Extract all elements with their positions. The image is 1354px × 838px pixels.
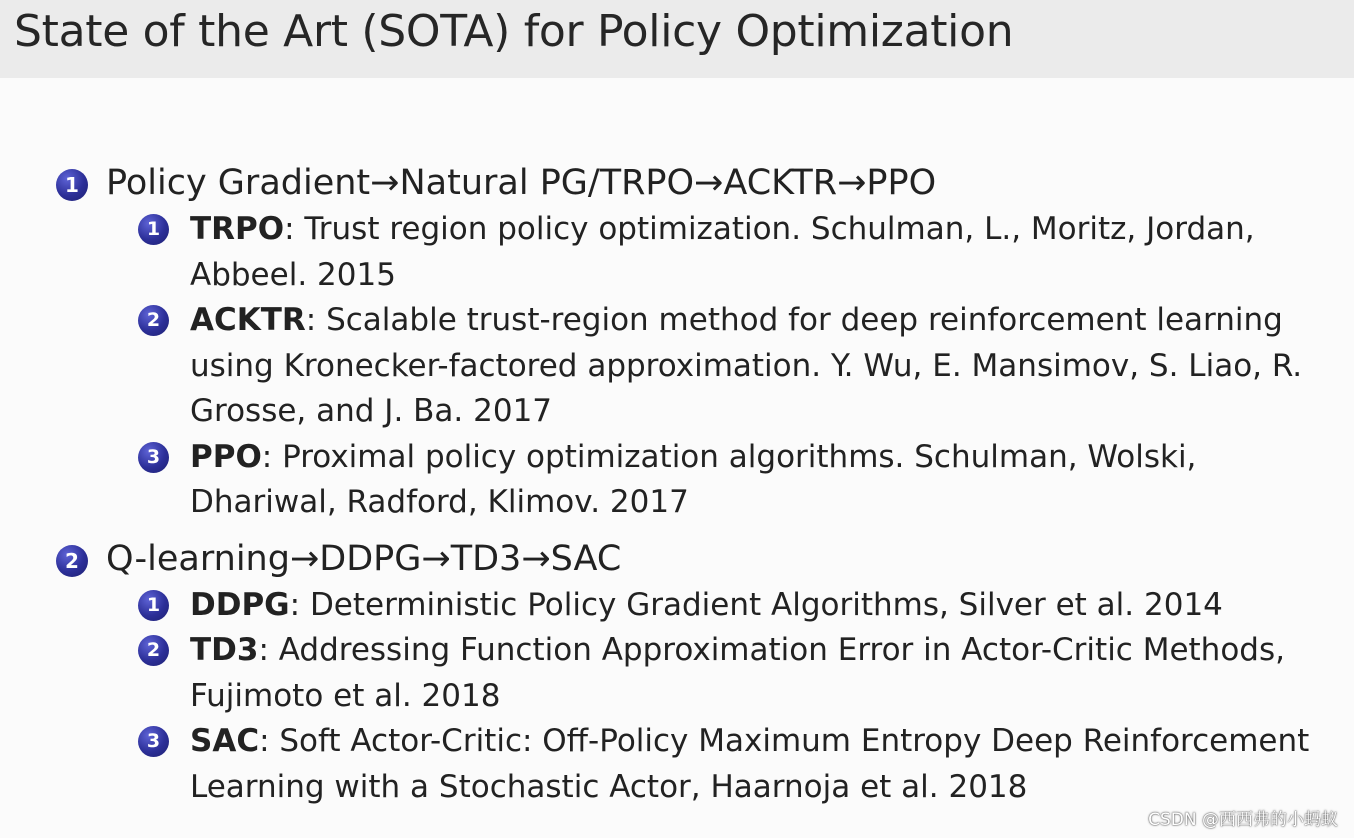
slide-content [0, 160, 1354, 810]
list-item-q-learning [0, 536, 1354, 811]
list-item-heading [0, 160, 1354, 206]
reference-text: : Proximal policy optimization algorithms. Schulman, Wolski, Dhariwal, Radford, Klimov. 2017 [190, 438, 1197, 520]
sublist-item-acktr [0, 298, 1354, 435]
slide-title: State of the Art (SOTA) for Policy Optimization [14, 6, 1014, 57]
number-badge-icon: 2 [138, 635, 169, 666]
number-badge-icon: 3 [138, 726, 169, 757]
sublist [0, 583, 1354, 811]
sublist-item-ppo [0, 435, 1354, 526]
reference-text: : Soft Actor-Critic: Off-Policy Maximum Entropy Deep Reinforcement Learning with a Stochastic Actor, Haarnoja et al. 2018 [190, 723, 1310, 805]
number-badge-icon: 3 [138, 442, 169, 473]
number-badge-icon: 1 [56, 169, 88, 201]
sublist [0, 207, 1354, 526]
list-item-heading [0, 536, 1354, 582]
reference-text: : Scalable trust-region method for deep reinforcement learning using Kronecker-factored approximation. Y. Wu, E. Mansimov, S. Liao, R. Grosse, and J. Ba. 2017 [190, 302, 1303, 429]
algorithm-name: PPO [190, 438, 262, 475]
title-bar [0, 0, 1354, 78]
sublist-item-sac [0, 719, 1354, 810]
algorithm-name: TRPO [190, 211, 285, 247]
reference-text: : Trust region policy optimization. Schulman, L., Moritz, Jordan, Abbeel. 2015 [190, 211, 1255, 293]
number-badge-icon: 2 [56, 545, 88, 577]
sublist-item-td3 [0, 628, 1354, 719]
algorithm-name: TD3 [190, 632, 259, 668]
heading-text: Q-learning→DDPG→TD3→SAC [106, 538, 622, 579]
watermark: CSDN @西西弗的小蚂蚁 [1148, 810, 1338, 830]
algorithm-name: DDPG [190, 586, 290, 623]
number-badge-icon: 2 [138, 305, 169, 336]
reference-text: : Deterministic Policy Gradient Algorithms, Silver et al. 2014 [289, 586, 1223, 623]
algorithm-name: ACKTR [190, 302, 306, 338]
sublist-item-trpo [0, 207, 1354, 298]
heading-text: Policy Gradient→Natural PG/TRPO→ACKTR→PPO [106, 163, 937, 203]
number-badge-icon: 1 [138, 590, 169, 621]
sublist-item-ddpg [0, 583, 1354, 629]
algorithm-name: SAC [190, 723, 260, 759]
number-badge-icon: 1 [138, 214, 169, 245]
spacer [0, 526, 1354, 536]
list-item-policy-gradient [0, 160, 1354, 526]
reference-text: : Addressing Function Approximation Error in Actor-Critic Methods, Fujimoto et al. 2018 [190, 632, 1285, 714]
